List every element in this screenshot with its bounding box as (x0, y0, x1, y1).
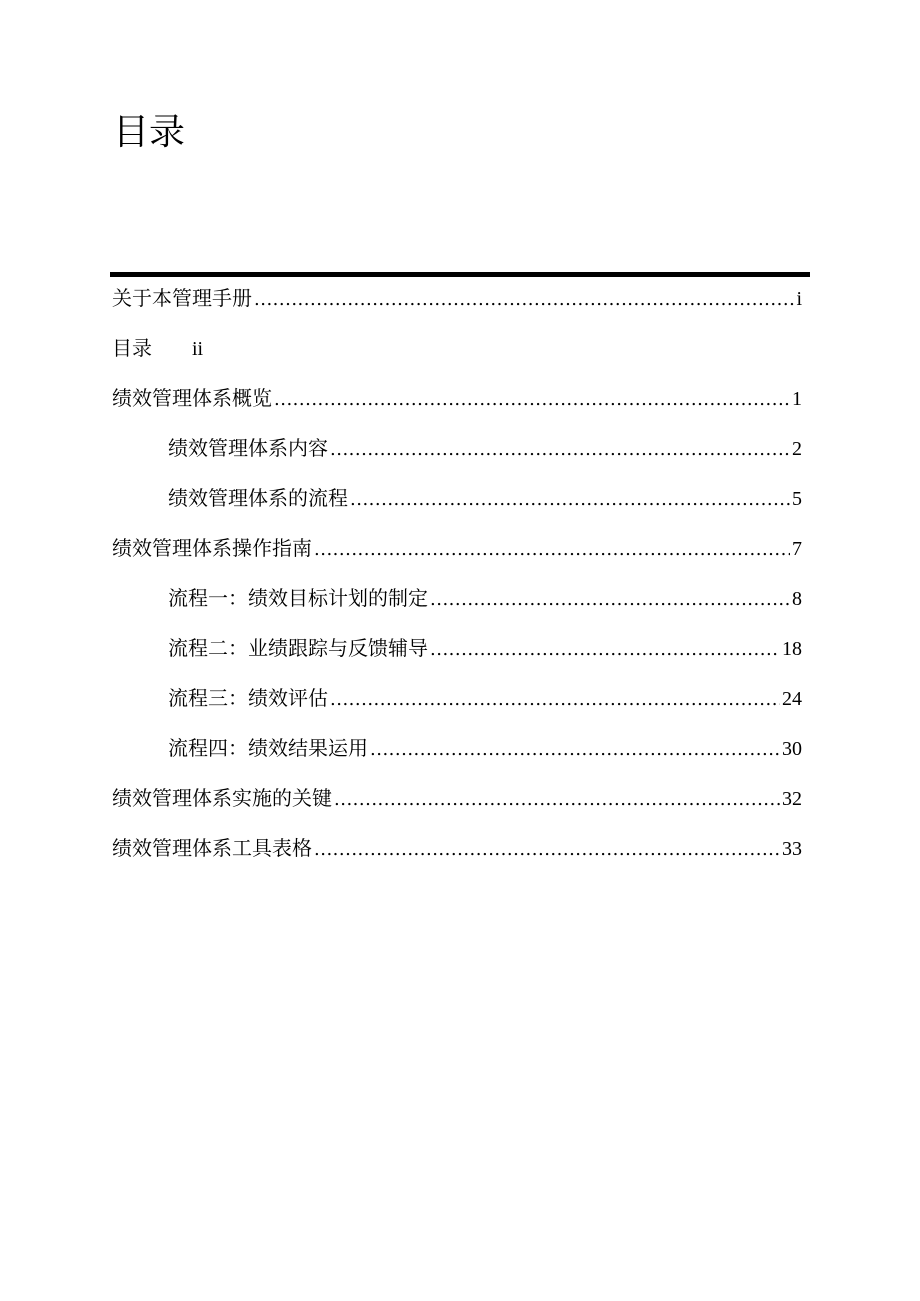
toc-dot-leader (370, 735, 780, 763)
toc-entry-process-two[interactable] (168, 633, 802, 663)
toc-page-number: 18 (782, 638, 802, 660)
toc-dot-leader (274, 385, 790, 413)
toc-entry-tool-forms[interactable] (112, 833, 802, 863)
toc-entry-title: 流程四：绩效结果运用 (168, 736, 368, 760)
toc-dot-leader (334, 785, 780, 813)
toc-entry-system-content[interactable] (168, 433, 802, 463)
toc-page-number: 24 (782, 688, 802, 710)
toc-entry-title: 流程一：绩效目标计划的制定 (168, 586, 428, 610)
toc-divider (110, 272, 810, 277)
toc-page-number: 32 (782, 788, 802, 810)
toc-entry-contents[interactable] (112, 333, 802, 363)
toc-entry-system-process[interactable] (168, 483, 802, 513)
toc-dot-leader (314, 535, 790, 563)
toc-entry-process-three[interactable] (168, 683, 802, 713)
toc-page-number: 8 (792, 588, 802, 610)
toc-page-number: ii (192, 338, 204, 360)
toc-page-number: 33 (782, 838, 802, 860)
toc-dot-leader (430, 585, 790, 613)
toc-dot-leader (430, 635, 780, 663)
toc-dot-leader (330, 435, 790, 463)
toc-entry-title: 绩效管理体系工具表格 (112, 836, 312, 860)
toc-entry-overview[interactable] (112, 383, 802, 413)
toc-entry-title: 流程三：绩效评估 (168, 686, 328, 710)
toc-page-number: 7 (792, 538, 802, 560)
toc-dot-leader (314, 835, 780, 863)
toc-page-number: i (796, 288, 802, 310)
toc-entry-about-manual[interactable] (112, 283, 802, 313)
toc-entry-operation-guide[interactable] (112, 533, 802, 563)
toc-entry-title: 绩效管理体系实施的关键 (112, 786, 332, 810)
toc-entry-title: 绩效管理体系的流程 (168, 486, 348, 510)
toc-dot-leader (350, 485, 790, 513)
toc-entry-process-four[interactable] (168, 733, 802, 763)
toc-entry-title: 绩效管理体系概览 (112, 386, 272, 410)
toc-page-number: 2 (792, 438, 802, 460)
toc-entry-process-one[interactable] (168, 583, 802, 613)
toc-entry-title: 关于本管理手册 (112, 286, 252, 310)
toc-dot-leader (254, 285, 794, 313)
toc-entry-title: 目录 (112, 336, 152, 360)
toc-entry-title: 流程二：业绩跟踪与反馈辅导 (168, 636, 428, 660)
toc-page-number: 5 (792, 488, 802, 510)
toc-entry-title: 绩效管理体系操作指南 (112, 536, 312, 560)
toc-page-number: 1 (792, 388, 802, 410)
page-title: 目录 (113, 112, 186, 153)
toc-entry-title: 绩效管理体系内容 (168, 436, 328, 460)
toc-page-number: 30 (782, 738, 802, 760)
toc-dot-leader (330, 685, 780, 713)
toc-entry-implementation-keys[interactable] (112, 783, 802, 813)
